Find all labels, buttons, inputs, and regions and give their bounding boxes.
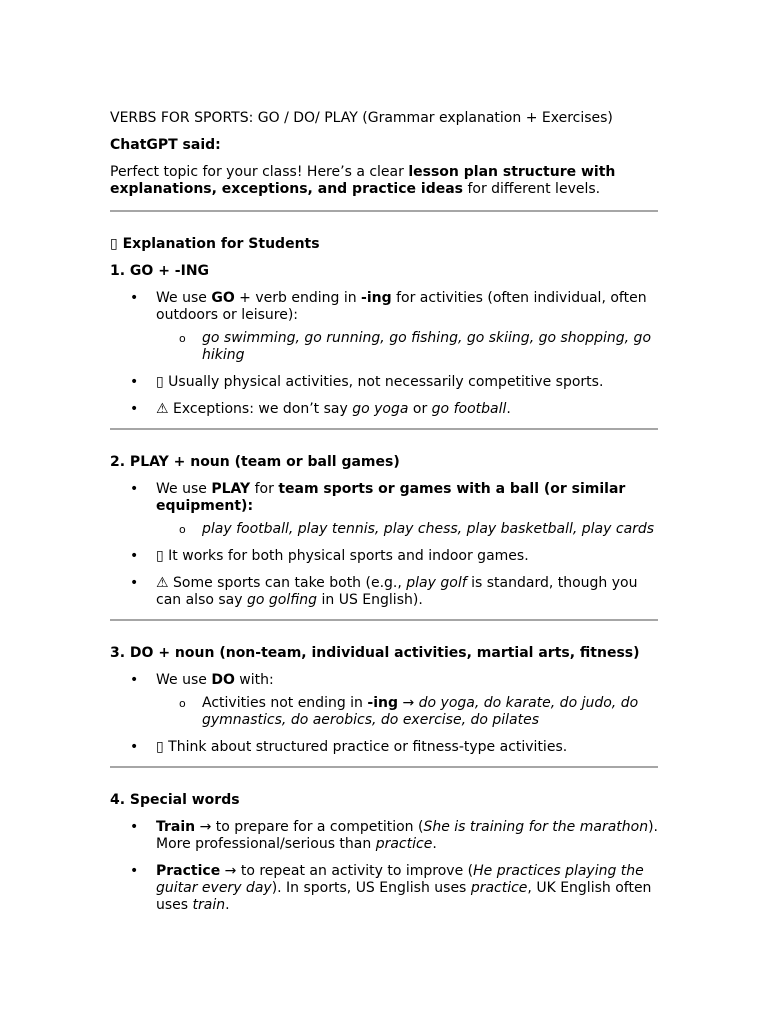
text-run-bold: DO [211, 672, 235, 688]
section-divider [110, 766, 658, 768]
text-run: ). In sports, US English uses [271, 880, 471, 896]
text-run: in US English). [317, 592, 423, 608]
list-item [110, 575, 658, 609]
sub-list-item [156, 695, 658, 729]
intro-paragraph [110, 164, 658, 198]
text-run-italic: train [192, 897, 226, 913]
section-go-list [110, 290, 658, 418]
text-run: for activities (often individual, often outdoors or leisure): [156, 290, 647, 323]
text-run-italic: go swimming, go running, go fishing, go skiing, go shopping, go hiking [202, 330, 652, 363]
warning-icon: ⚠ [156, 575, 169, 591]
text-run-italic: practice [470, 880, 528, 896]
document-title: VERBS FOR SPORTS: GO / DO/ PLAY (Grammar explanation + Exercises) [110, 110, 613, 126]
text-run: → [398, 695, 419, 711]
sub-list [156, 695, 658, 729]
text-run-bold: -ing [367, 695, 398, 711]
list-item [110, 481, 658, 538]
text-run-bold: team sports or games with a ball (or similar equipment): [156, 481, 626, 514]
text-run: . [506, 401, 511, 417]
text-run-italic: go yoga [352, 401, 409, 417]
sub-list [156, 521, 658, 538]
text-run-bold: -ing [361, 290, 392, 306]
section-divider [110, 428, 658, 430]
text-run: + verb ending in [234, 290, 362, 306]
text-run: We use [156, 672, 212, 688]
section-do-list [110, 672, 658, 756]
text-run-italic: play football, play tennis, play chess, play basketball, play cards [202, 521, 655, 537]
list-item [110, 819, 658, 853]
sub-list-item [156, 330, 658, 364]
list-item [110, 290, 658, 364]
list-item [110, 548, 658, 565]
list-item [110, 672, 658, 729]
section-special-words-list [110, 819, 658, 914]
text-run: Usually physical activities, not necessarily competitive sports. [163, 374, 604, 390]
section-divider [110, 619, 658, 621]
text-run: for [250, 481, 279, 497]
text-run-bold: Practice [156, 863, 221, 879]
list-item [110, 863, 658, 914]
text-run: → to prepare for a competition ( [195, 819, 424, 835]
text-run: . [432, 836, 437, 852]
text-run-italic: He practices playing the guitar every day [156, 863, 644, 896]
text-run-bold: Train [156, 819, 196, 835]
text-run-italic: do yoga, do karate, do judo, do gymnastics, do aerobics, do exercise, do pilates [202, 695, 639, 728]
text-run: Think about structured practice or fitness-type activities. [163, 739, 568, 755]
text-run-italic: go golfing [247, 592, 318, 608]
section-play-heading: 2. PLAY + noun (team or ball games) [110, 454, 400, 470]
text-run: is standard, though you can also say [156, 575, 638, 608]
placeholder-glyph-icon: ▯ [156, 548, 164, 564]
section-special-words-heading: 4. Special words [110, 792, 240, 808]
text-run-italic: She is training for the marathon [423, 819, 649, 835]
document-page [110, 110, 658, 924]
warning-icon: ⚠ [156, 401, 169, 417]
text-run: ). More professional/serious than [156, 819, 658, 852]
text-run-italic: play golf [406, 575, 467, 591]
text-run: It works for both physical sports and indoor games. [163, 548, 529, 564]
section-play-list [110, 481, 658, 609]
list-item [110, 739, 658, 756]
section-divider [110, 210, 658, 212]
list-item [110, 374, 658, 391]
sub-list [156, 330, 658, 364]
list-item [110, 401, 658, 418]
text-run-bold: GO [211, 290, 235, 306]
explanation-heading-text: Explanation for Students [122, 236, 320, 252]
text-run: → to repeat an activity to improve ( [220, 863, 474, 879]
text-run: We use [156, 481, 212, 497]
intro-text-bold: lesson plan structure with explanations, exceptions, and practice ideas [110, 164, 616, 197]
chatgpt-said-label: ChatGPT said: [110, 137, 221, 153]
text-run: Activities not ending in [202, 695, 368, 711]
intro-text-pre: Perfect topic for your class! Here’s a clear [110, 164, 409, 180]
explanation-heading [110, 236, 658, 253]
placeholder-glyph-icon: ▯ [156, 374, 164, 390]
text-run: Some sports can take both (e.g., [168, 575, 407, 591]
text-run: , UK English often uses [156, 880, 652, 913]
text-run: or [408, 401, 432, 417]
sub-list-item [156, 521, 658, 538]
intro-text-post: for different levels. [463, 181, 601, 197]
text-run: . [225, 897, 230, 913]
section-do-heading: 3. DO + noun (non-team, individual activities, martial arts, fitness) [110, 645, 640, 661]
text-run: We use [156, 290, 212, 306]
placeholder-glyph-icon: ▯ [156, 739, 164, 755]
text-run-italic: go football [431, 401, 507, 417]
section-go-heading: 1. GO + -ING [110, 263, 210, 279]
text-run-bold: PLAY [211, 481, 251, 497]
text-run: Exceptions: we don’t say [168, 401, 353, 417]
text-run: with: [234, 672, 274, 688]
text-run-italic: practice [375, 836, 433, 852]
placeholder-glyph-icon: ▯ [110, 236, 118, 252]
